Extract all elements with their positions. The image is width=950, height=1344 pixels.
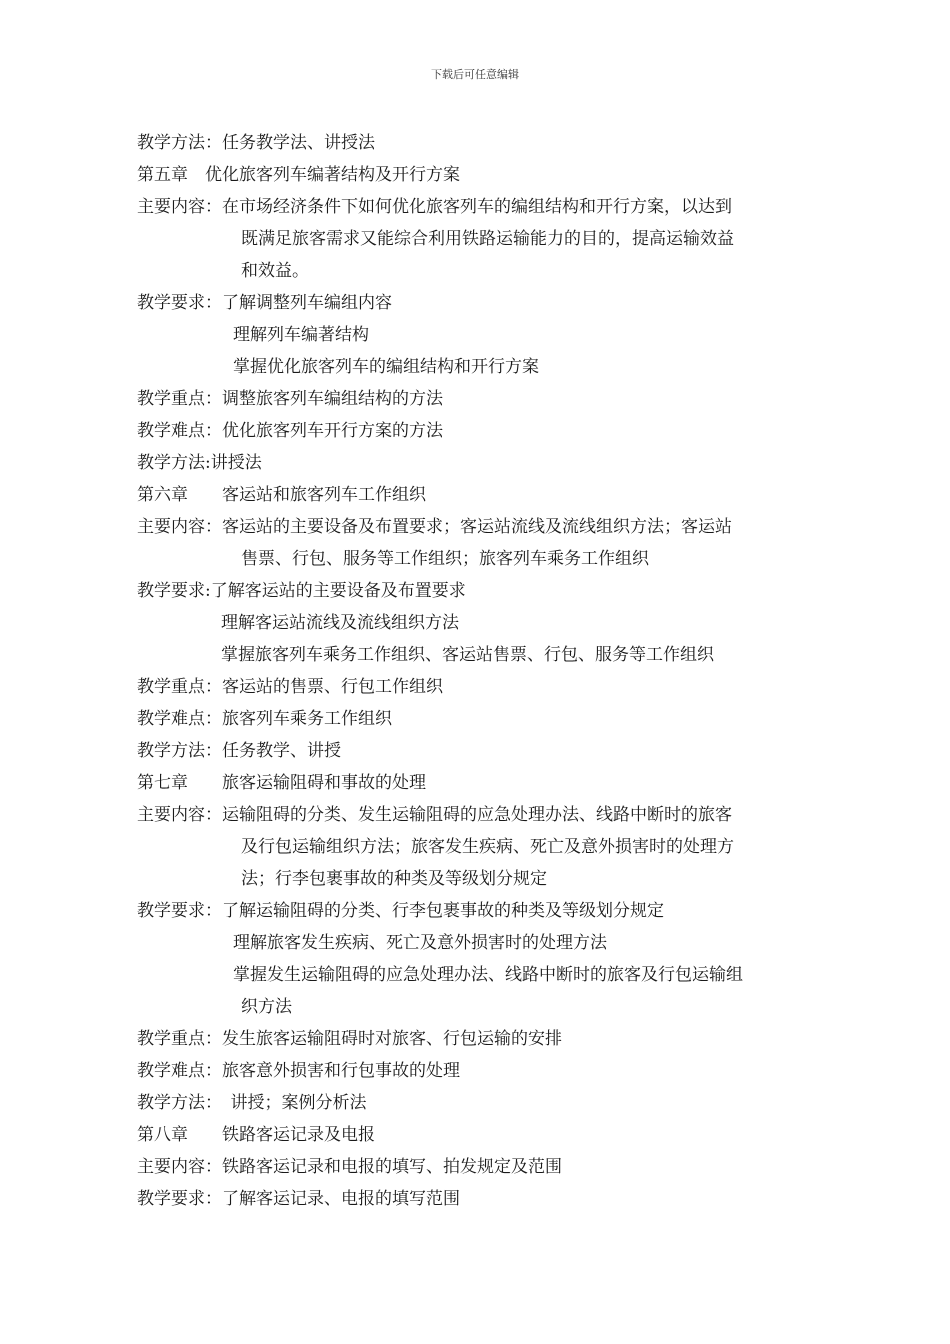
text-line: 教学要求：了解调整列车编组内容 xyxy=(137,293,392,313)
text-line: 教学要求:了解客运站的主要设备及布置要求 xyxy=(137,581,466,601)
text-line: 教学要求：了解运输阻碍的分类、行李包裹事故的种类及等级划分规定 xyxy=(137,901,664,921)
chapter-title: 第六章 客运站和旅客列车工作组织 xyxy=(137,485,426,505)
text-line: 教学要求：了解客运记录、电报的填写范围 xyxy=(137,1189,460,1209)
text-line: 既满足旅客需求又能综合利用铁路运输能力的目的，提高运输效益 xyxy=(241,229,734,249)
text-line: 掌握优化旅客列车的编组结构和开行方案 xyxy=(233,357,539,377)
text-line: 主要内容：客运站的主要设备及布置要求；客运站流线及流线组织方法；客运站 xyxy=(137,517,732,537)
text-line: 教学难点：旅客意外损害和行包事故的处理 xyxy=(137,1061,460,1081)
text-line: 主要内容：运输阻碍的分类、发生运输阻碍的应急处理办法、线路中断时的旅客 xyxy=(137,805,732,825)
text-line: 教学方法：任务教学、讲授 xyxy=(137,741,341,761)
text-line: 教学难点：优化旅客列车开行方案的方法 xyxy=(137,421,443,441)
text-line: 掌握旅客列车乘务工作组织、客运站售票、行包、服务等工作组织 xyxy=(221,645,714,665)
text-line: 法；行李包裹事故的种类及等级划分规定 xyxy=(241,869,547,889)
text-line: 主要内容：铁路客运记录和电报的填写、拍发规定及范围 xyxy=(137,1157,562,1177)
text-line: 教学重点：客运站的售票、行包工作组织 xyxy=(137,677,443,697)
text-line: 理解旅客发生疾病、死亡及意外损害时的处理方法 xyxy=(233,933,607,953)
text-line: 教学重点：调整旅客列车编组结构的方法 xyxy=(137,389,443,409)
text-line: 售票、行包、服务等工作组织；旅客列车乘务工作组织 xyxy=(241,549,649,569)
page-header: 下载后可任意编辑 xyxy=(431,68,519,81)
text-line: 主要内容：在市场经济条件下如何优化旅客列车的编组结构和开行方案，以达到 xyxy=(137,197,732,217)
text-line: 教学重点：发生旅客运输阻碍时对旅客、行包运输的安排 xyxy=(137,1029,562,1049)
text-line: 教学方法：任务教学法、讲授法 xyxy=(137,133,375,153)
text-line: 教学方法:讲授法 xyxy=(137,453,262,473)
text-line: 理解客运站流线及流线组织方法 xyxy=(221,613,459,633)
chapter-title: 第五章 优化旅客列车编著结构及开行方案 xyxy=(137,165,460,185)
chapter-title: 第八章 铁路客运记录及电报 xyxy=(137,1125,375,1145)
text-line: 和效益。 xyxy=(241,261,309,281)
text-line: 教学方法： 讲授；案例分析法 xyxy=(137,1093,367,1113)
text-line: 掌握发生运输阻碍的应急处理办法、线路中断时的旅客及行包运输组 xyxy=(233,965,743,985)
text-line: 及行包运输组织方法；旅客发生疾病、死亡及意外损害时的处理方 xyxy=(241,837,734,857)
text-line: 教学难点：旅客列车乘务工作组织 xyxy=(137,709,392,729)
chapter-title: 第七章 旅客运输阻碍和事故的处理 xyxy=(137,773,426,793)
text-line: 织方法 xyxy=(241,997,292,1017)
text-line: 理解列车编著结构 xyxy=(233,325,369,345)
